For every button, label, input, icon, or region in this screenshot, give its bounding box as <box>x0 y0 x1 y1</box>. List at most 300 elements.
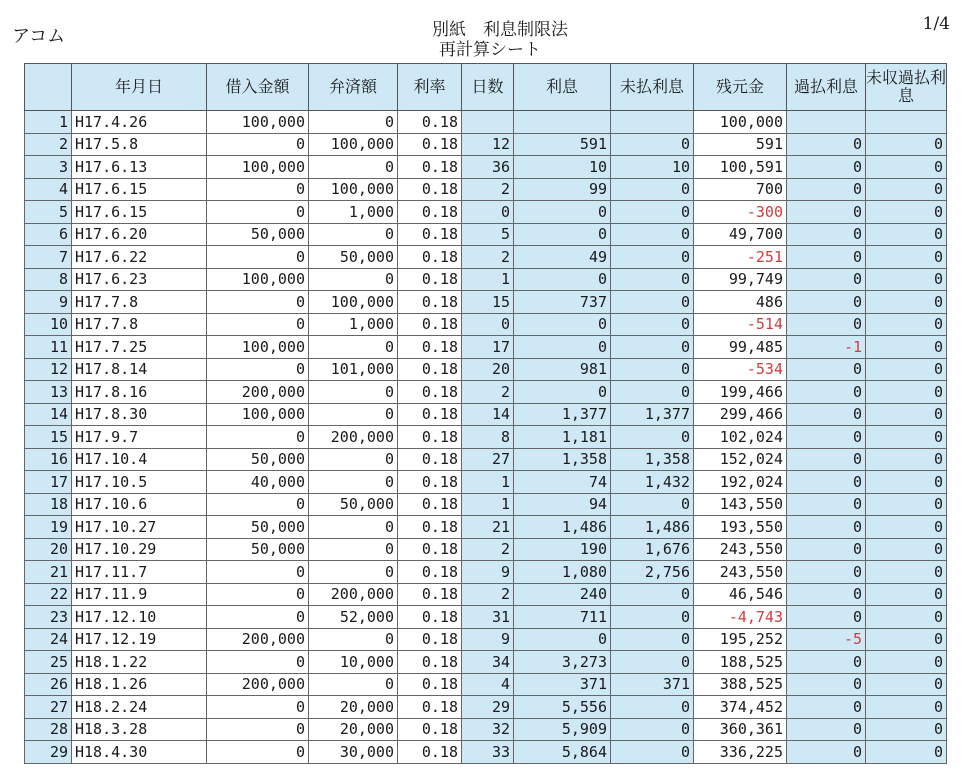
borrowed-cell: 100,000 <box>207 336 309 359</box>
repaid-cell: 0 <box>309 471 398 494</box>
interest-cell: 0 <box>514 381 611 404</box>
col-header-interest: 利息 <box>514 64 611 111</box>
uncollected-overpaid-cell: 0 <box>866 583 947 606</box>
uncollected-overpaid-cell: 0 <box>866 718 947 741</box>
repaid-cell: 200,000 <box>309 583 398 606</box>
interest-cell: 0 <box>514 313 611 336</box>
row-number-cell: 4 <box>25 178 72 201</box>
document-title <box>0 20 980 60</box>
days-cell: 20 <box>462 358 514 381</box>
principal-cell: 100,591 <box>694 156 787 179</box>
principal-cell: -251 <box>694 246 787 269</box>
overpaid-interest-cell: 0 <box>787 403 866 426</box>
days-cell: 1 <box>462 493 514 516</box>
principal-cell: 199,466 <box>694 381 787 404</box>
rate-cell: 0.18 <box>398 381 462 404</box>
rate-cell: 0.18 <box>398 223 462 246</box>
principal-cell: -4,743 <box>694 606 787 629</box>
date-cell: H17.10.27 <box>72 516 207 539</box>
uncollected-overpaid-cell: 0 <box>866 313 947 336</box>
interest-cell: 0 <box>514 336 611 359</box>
unpaid-interest-cell: 0 <box>611 628 694 651</box>
unpaid-interest-cell: 0 <box>611 493 694 516</box>
interest-cell: 0 <box>514 201 611 224</box>
uncollected-overpaid-cell: 0 <box>866 561 947 584</box>
unpaid-interest-cell: 0 <box>611 268 694 291</box>
interest-cell: 1,358 <box>514 448 611 471</box>
repaid-cell: 0 <box>309 223 398 246</box>
borrowed-cell: 0 <box>207 561 309 584</box>
date-cell: H17.7.25 <box>72 336 207 359</box>
repaid-cell: 0 <box>309 268 398 291</box>
repaid-cell: 200,000 <box>309 426 398 449</box>
table-row <box>25 156 947 179</box>
date-cell: H17.12.10 <box>72 606 207 629</box>
days-cell: 21 <box>462 516 514 539</box>
title-line-1: 別紙 利息制限法 <box>432 20 568 40</box>
uncollected-overpaid-cell: 0 <box>866 358 947 381</box>
interest-cell: 49 <box>514 246 611 269</box>
overpaid-interest-cell: 0 <box>787 651 866 674</box>
uncollected-overpaid-cell: 0 <box>866 628 947 651</box>
interest-cell: 591 <box>514 133 611 156</box>
principal-cell: 374,452 <box>694 696 787 719</box>
overpaid-interest-cell: 0 <box>787 246 866 269</box>
borrowed-cell: 200,000 <box>207 673 309 696</box>
borrowed-cell: 0 <box>207 493 309 516</box>
overpaid-interest-cell: 0 <box>787 448 866 471</box>
table-row <box>25 313 947 336</box>
row-number-cell: 8 <box>25 268 72 291</box>
table-row <box>25 493 947 516</box>
repaid-cell: 50,000 <box>309 493 398 516</box>
days-cell: 14 <box>462 403 514 426</box>
borrowed-cell: 100,000 <box>207 156 309 179</box>
row-number-cell: 11 <box>25 336 72 359</box>
rate-cell: 0.18 <box>398 718 462 741</box>
unpaid-interest-cell: 0 <box>611 358 694 381</box>
overpaid-interest-cell: 0 <box>787 291 866 314</box>
date-cell: H18.3.28 <box>72 718 207 741</box>
principal-cell: 102,024 <box>694 426 787 449</box>
uncollected-overpaid-cell: 0 <box>866 606 947 629</box>
unpaid-interest-cell: 1,486 <box>611 516 694 539</box>
overpaid-interest-cell <box>787 111 866 134</box>
page-number: 1/4 <box>922 14 950 34</box>
overpaid-interest-cell: 0 <box>787 696 866 719</box>
days-cell: 2 <box>462 246 514 269</box>
unpaid-interest-cell: 0 <box>611 291 694 314</box>
principal-cell: -514 <box>694 313 787 336</box>
principal-cell: -300 <box>694 201 787 224</box>
row-number-cell: 9 <box>25 291 72 314</box>
repaid-cell: 0 <box>309 381 398 404</box>
unpaid-interest-cell: 0 <box>611 606 694 629</box>
principal-cell: 243,550 <box>694 538 787 561</box>
repaid-cell: 0 <box>309 538 398 561</box>
rate-cell: 0.18 <box>398 133 462 156</box>
row-number-cell: 18 <box>25 493 72 516</box>
date-cell: H18.4.30 <box>72 741 207 764</box>
interest-cell: 737 <box>514 291 611 314</box>
overpaid-interest-cell: 0 <box>787 606 866 629</box>
row-number-cell: 27 <box>25 696 72 719</box>
overpaid-interest-cell: 0 <box>787 133 866 156</box>
interest-cell: 3,273 <box>514 651 611 674</box>
row-number-cell: 25 <box>25 651 72 674</box>
table-row <box>25 268 947 291</box>
table-row <box>25 471 947 494</box>
table-row <box>25 696 947 719</box>
date-cell: H17.7.8 <box>72 291 207 314</box>
unpaid-interest-cell: 0 <box>611 336 694 359</box>
borrowed-cell: 200,000 <box>207 628 309 651</box>
col-header-unpaid-interest: 未払利息 <box>611 64 694 111</box>
interest-cell: 0 <box>514 268 611 291</box>
borrowed-cell: 0 <box>207 741 309 764</box>
row-number-cell: 3 <box>25 156 72 179</box>
unpaid-interest-cell: 0 <box>611 246 694 269</box>
rate-cell: 0.18 <box>398 426 462 449</box>
interest-cell: 981 <box>514 358 611 381</box>
unpaid-interest-cell: 0 <box>611 201 694 224</box>
overpaid-interest-cell: 0 <box>787 178 866 201</box>
repaid-cell: 0 <box>309 628 398 651</box>
table-row <box>25 628 947 651</box>
uncollected-overpaid-cell <box>866 111 947 134</box>
rate-cell: 0.18 <box>398 201 462 224</box>
row-number-cell: 7 <box>25 246 72 269</box>
rate-cell: 0.18 <box>398 403 462 426</box>
days-cell: 33 <box>462 741 514 764</box>
overpaid-interest-cell: 0 <box>787 156 866 179</box>
date-cell: H18.1.26 <box>72 673 207 696</box>
date-cell: H17.12.19 <box>72 628 207 651</box>
repaid-cell: 0 <box>309 111 398 134</box>
borrowed-cell: 0 <box>207 426 309 449</box>
uncollected-overpaid-cell: 0 <box>866 246 947 269</box>
uncollected-overpaid-cell: 0 <box>866 516 947 539</box>
rate-cell: 0.18 <box>398 471 462 494</box>
borrowed-cell: 50,000 <box>207 223 309 246</box>
uncollected-overpaid-cell: 0 <box>866 223 947 246</box>
interest-cell: 1,080 <box>514 561 611 584</box>
days-cell: 36 <box>462 156 514 179</box>
rate-cell: 0.18 <box>398 178 462 201</box>
unpaid-interest-cell: 0 <box>611 583 694 606</box>
borrowed-cell: 0 <box>207 606 309 629</box>
table-row <box>25 538 947 561</box>
col-header-date: 年月日 <box>72 64 207 111</box>
interest-cell: 5,556 <box>514 696 611 719</box>
days-cell: 34 <box>462 651 514 674</box>
rate-cell: 0.18 <box>398 448 462 471</box>
rate-cell: 0.18 <box>398 493 462 516</box>
interest-cell: 240 <box>514 583 611 606</box>
row-number-cell: 14 <box>25 403 72 426</box>
interest-cell: 1,181 <box>514 426 611 449</box>
principal-cell: 193,550 <box>694 516 787 539</box>
row-number-cell: 1 <box>25 111 72 134</box>
row-number-cell: 24 <box>25 628 72 651</box>
rate-cell: 0.18 <box>398 561 462 584</box>
borrowed-cell: 0 <box>207 178 309 201</box>
days-cell: 0 <box>462 201 514 224</box>
date-cell: H17.5.8 <box>72 133 207 156</box>
uncollected-overpaid-cell: 0 <box>866 696 947 719</box>
row-number-cell: 22 <box>25 583 72 606</box>
date-cell: H17.11.7 <box>72 561 207 584</box>
interest-cell: 0 <box>514 223 611 246</box>
principal-cell: 299,466 <box>694 403 787 426</box>
uncollected-overpaid-cell: 0 <box>866 156 947 179</box>
overpaid-interest-cell: 0 <box>787 583 866 606</box>
interest-cell: 711 <box>514 606 611 629</box>
table-header-row <box>25 64 947 111</box>
repaid-cell: 52,000 <box>309 606 398 629</box>
row-number-cell: 17 <box>25 471 72 494</box>
col-header-no <box>25 64 72 111</box>
repaid-cell: 1,000 <box>309 313 398 336</box>
borrowed-cell: 0 <box>207 358 309 381</box>
table-row <box>25 516 947 539</box>
repaid-cell: 0 <box>309 448 398 471</box>
rate-cell: 0.18 <box>398 336 462 359</box>
row-number-cell: 6 <box>25 223 72 246</box>
table-row <box>25 741 947 764</box>
interest-cell: 74 <box>514 471 611 494</box>
rate-cell: 0.18 <box>398 673 462 696</box>
row-number-cell: 19 <box>25 516 72 539</box>
uncollected-overpaid-cell: 0 <box>866 291 947 314</box>
unpaid-interest-cell: 0 <box>611 426 694 449</box>
col-header-principal: 残元金 <box>694 64 787 111</box>
borrowed-cell: 50,000 <box>207 448 309 471</box>
date-cell: H17.4.26 <box>72 111 207 134</box>
interest-cell: 5,909 <box>514 718 611 741</box>
repaid-cell: 30,000 <box>309 741 398 764</box>
col-header-uncollected-overpaid: 未収過払利息 <box>866 64 947 111</box>
repaid-cell: 10,000 <box>309 651 398 674</box>
unpaid-interest-cell: 1,676 <box>611 538 694 561</box>
date-cell: H17.9.7 <box>72 426 207 449</box>
interest-cell: 371 <box>514 673 611 696</box>
uncollected-overpaid-cell: 0 <box>866 651 947 674</box>
principal-cell: 700 <box>694 178 787 201</box>
uncollected-overpaid-cell: 0 <box>866 336 947 359</box>
days-cell: 29 <box>462 696 514 719</box>
uncollected-overpaid-cell: 0 <box>866 426 947 449</box>
days-cell: 31 <box>462 606 514 629</box>
date-cell: H17.8.14 <box>72 358 207 381</box>
interest-cell: 99 <box>514 178 611 201</box>
borrowed-cell: 50,000 <box>207 538 309 561</box>
principal-cell: 99,485 <box>694 336 787 359</box>
date-cell: H17.6.22 <box>72 246 207 269</box>
borrowed-cell: 50,000 <box>207 516 309 539</box>
principal-cell: 99,749 <box>694 268 787 291</box>
table-row <box>25 718 947 741</box>
principal-cell: 336,225 <box>694 741 787 764</box>
repaid-cell: 0 <box>309 516 398 539</box>
borrowed-cell: 0 <box>207 651 309 674</box>
row-number-cell: 21 <box>25 561 72 584</box>
table-row <box>25 561 947 584</box>
col-header-repaid: 弁済額 <box>309 64 398 111</box>
unpaid-interest-cell: 371 <box>611 673 694 696</box>
date-cell: H17.6.15 <box>72 201 207 224</box>
recalculation-table <box>24 63 947 764</box>
rate-cell: 0.18 <box>398 606 462 629</box>
table-row <box>25 606 947 629</box>
unpaid-interest-cell: 0 <box>611 696 694 719</box>
principal-cell: -534 <box>694 358 787 381</box>
date-cell: H17.8.16 <box>72 381 207 404</box>
repaid-cell: 100,000 <box>309 291 398 314</box>
rate-cell: 0.18 <box>398 651 462 674</box>
interest-cell: 1,377 <box>514 403 611 426</box>
table-row <box>25 358 947 381</box>
unpaid-interest-cell: 0 <box>611 741 694 764</box>
row-number-cell: 28 <box>25 718 72 741</box>
date-cell: H18.1.22 <box>72 651 207 674</box>
repaid-cell: 50,000 <box>309 246 398 269</box>
col-header-overpaid-interest: 過払利息 <box>787 64 866 111</box>
principal-cell: 100,000 <box>694 111 787 134</box>
row-number-cell: 12 <box>25 358 72 381</box>
principal-cell: 486 <box>694 291 787 314</box>
uncollected-overpaid-cell: 0 <box>866 178 947 201</box>
overpaid-interest-cell: -5 <box>787 628 866 651</box>
interest-cell: 1,486 <box>514 516 611 539</box>
rate-cell: 0.18 <box>398 358 462 381</box>
principal-cell: 243,550 <box>694 561 787 584</box>
rate-cell: 0.18 <box>398 156 462 179</box>
overpaid-interest-cell: 0 <box>787 426 866 449</box>
borrowed-cell: 0 <box>207 201 309 224</box>
interest-cell: 94 <box>514 493 611 516</box>
rate-cell: 0.18 <box>398 628 462 651</box>
uncollected-overpaid-cell: 0 <box>866 403 947 426</box>
uncollected-overpaid-cell: 0 <box>866 673 947 696</box>
days-cell <box>462 111 514 134</box>
principal-cell: 591 <box>694 133 787 156</box>
days-cell: 17 <box>462 336 514 359</box>
row-number-cell: 23 <box>25 606 72 629</box>
table-row <box>25 426 947 449</box>
overpaid-interest-cell: 0 <box>787 561 866 584</box>
overpaid-interest-cell: 0 <box>787 718 866 741</box>
repaid-cell: 0 <box>309 336 398 359</box>
table-row <box>25 111 947 134</box>
overpaid-interest-cell: 0 <box>787 516 866 539</box>
date-cell: H18.2.24 <box>72 696 207 719</box>
uncollected-overpaid-cell: 0 <box>866 493 947 516</box>
date-cell: H17.7.8 <box>72 313 207 336</box>
rate-cell: 0.18 <box>398 268 462 291</box>
interest-cell: 10 <box>514 156 611 179</box>
table-row <box>25 583 947 606</box>
borrowed-cell: 0 <box>207 313 309 336</box>
date-cell: H17.6.23 <box>72 268 207 291</box>
date-cell: H17.10.4 <box>72 448 207 471</box>
borrowed-cell: 100,000 <box>207 111 309 134</box>
repaid-cell: 0 <box>309 561 398 584</box>
days-cell: 15 <box>462 291 514 314</box>
borrowed-cell: 200,000 <box>207 381 309 404</box>
borrowed-cell: 100,000 <box>207 268 309 291</box>
col-header-borrowed: 借入金額 <box>207 64 309 111</box>
days-cell: 2 <box>462 381 514 404</box>
row-number-cell: 16 <box>25 448 72 471</box>
principal-cell: 192,024 <box>694 471 787 494</box>
principal-cell: 49,700 <box>694 223 787 246</box>
repaid-cell: 100,000 <box>309 178 398 201</box>
repaid-cell: 20,000 <box>309 696 398 719</box>
unpaid-interest-cell: 0 <box>611 381 694 404</box>
row-number-cell: 15 <box>25 426 72 449</box>
borrowed-cell: 0 <box>207 133 309 156</box>
table-row <box>25 291 947 314</box>
overpaid-interest-cell: 0 <box>787 741 866 764</box>
overpaid-interest-cell: 0 <box>787 201 866 224</box>
table-row <box>25 651 947 674</box>
row-number-cell: 20 <box>25 538 72 561</box>
uncollected-overpaid-cell: 0 <box>866 448 947 471</box>
date-cell: H17.10.29 <box>72 538 207 561</box>
days-cell: 2 <box>462 583 514 606</box>
unpaid-interest-cell: 1,377 <box>611 403 694 426</box>
table-row <box>25 246 947 269</box>
repaid-cell: 0 <box>309 673 398 696</box>
unpaid-interest-cell: 2,756 <box>611 561 694 584</box>
rate-cell: 0.18 <box>398 538 462 561</box>
overpaid-interest-cell: 0 <box>787 538 866 561</box>
borrowed-cell: 40,000 <box>207 471 309 494</box>
table-row <box>25 223 947 246</box>
date-cell: H17.6.13 <box>72 156 207 179</box>
repaid-cell: 100,000 <box>309 133 398 156</box>
rate-cell: 0.18 <box>398 583 462 606</box>
days-cell: 2 <box>462 538 514 561</box>
col-header-rate: 利率 <box>398 64 462 111</box>
repaid-cell: 20,000 <box>309 718 398 741</box>
days-cell: 4 <box>462 673 514 696</box>
rate-cell: 0.18 <box>398 111 462 134</box>
table-row <box>25 403 947 426</box>
principal-cell: 188,525 <box>694 651 787 674</box>
row-number-cell: 10 <box>25 313 72 336</box>
borrowed-cell: 0 <box>207 583 309 606</box>
principal-cell: 143,550 <box>694 493 787 516</box>
days-cell: 9 <box>462 561 514 584</box>
rate-cell: 0.18 <box>398 246 462 269</box>
overpaid-interest-cell: 0 <box>787 471 866 494</box>
table-row <box>25 336 947 359</box>
unpaid-interest-cell: 0 <box>611 178 694 201</box>
unpaid-interest-cell: 0 <box>611 718 694 741</box>
overpaid-interest-cell: 0 <box>787 313 866 336</box>
repaid-cell: 101,000 <box>309 358 398 381</box>
interest-cell: 190 <box>514 538 611 561</box>
days-cell: 1 <box>462 471 514 494</box>
row-number-cell: 2 <box>25 133 72 156</box>
borrowed-cell: 0 <box>207 291 309 314</box>
row-number-cell: 29 <box>25 741 72 764</box>
rate-cell: 0.18 <box>398 516 462 539</box>
borrowed-cell: 0 <box>207 696 309 719</box>
unpaid-interest-cell: 0 <box>611 651 694 674</box>
